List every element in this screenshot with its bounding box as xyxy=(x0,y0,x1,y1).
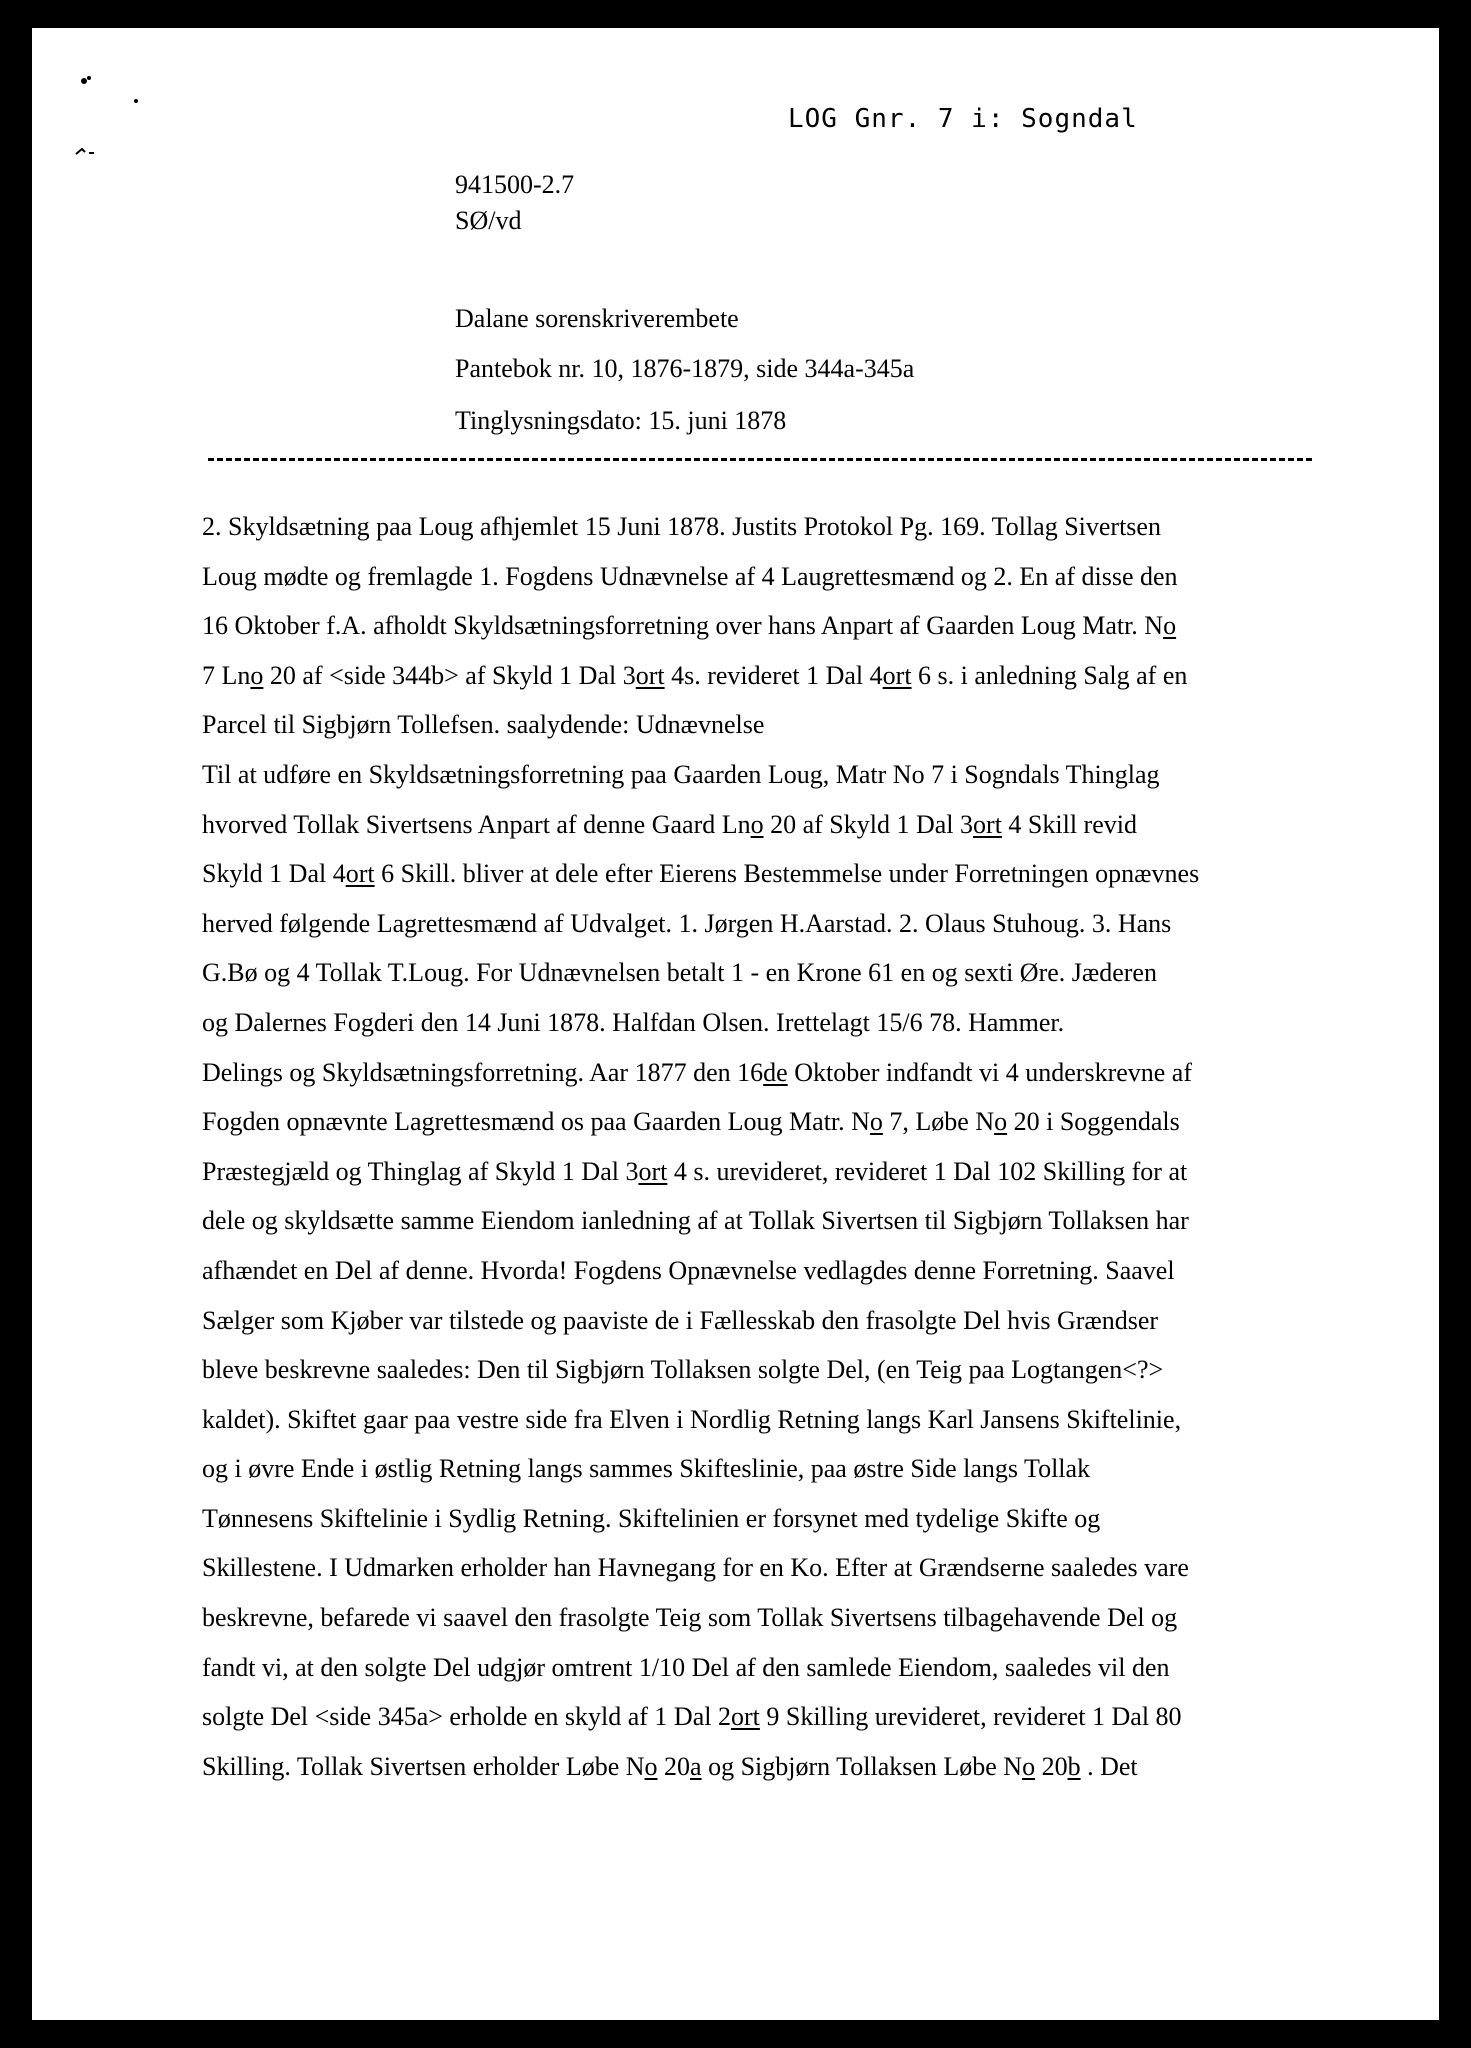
text-line: Tønnesens Skiftelinie i Sydlig Retning. Skiftelinien er forsynet med tydelige Skifte og xyxy=(202,1503,1101,1533)
text-line: beskrevne, befarede vi saavel den frasolgte Teig som Tollak Sivertsens tilbagehavende Del og xyxy=(202,1603,1178,1633)
registration-date: Tinglysningsdato: 15. juni 1878 xyxy=(455,406,787,435)
reference-number: 941500-2.7 xyxy=(455,170,575,199)
office-name: Dalane sorenskriverembete xyxy=(455,304,739,333)
text-line: bleve beskrevne saaledes: Den til Sigbjørn Tollaksen solgte Del, (en Teig paa Logtangen<?> xyxy=(202,1355,1164,1385)
dashed-divider xyxy=(208,458,1312,461)
text-line: Parcel til Sigbjørn Tollefsen. saalydende: Udnævnelse xyxy=(202,710,765,740)
archive-stamp: LOG Gnr. 7 i: Sogndal xyxy=(788,104,1138,134)
text-line: hvorved Tollak Sivertsens Anpart af denne Gaard Lno 20 af Skyld 1 Dal 3ort 4 Skill revid xyxy=(202,809,1137,839)
transcription-body xyxy=(202,502,1322,1791)
scan-specks xyxy=(32,28,1439,228)
text-line: Loug mødte og fremlagde 1. Fogdens Udnævnelse af 4 Laugrettesmænd og 2. En af disse den xyxy=(202,561,1178,591)
document-page xyxy=(32,28,1439,2020)
transcriber-initials: SØ/vd xyxy=(455,206,522,235)
text-line: G.Bø og 4 Tollak T.Loug. For Udnævnelsen betalt 1 - en Krone 61 en og sexti Øre. Jæderen xyxy=(202,958,1157,988)
text-line: og Dalernes Fogderi den 14 Juni 1878. Halfdan Olsen. Irettelagt 15/6 78. Hammer. xyxy=(202,1007,1065,1037)
book-reference: Pantebok nr. 10, 1876-1879, side 344a-345a xyxy=(455,354,915,383)
text-line: 7 Lno 20 af <side 344b> af Skyld 1 Dal 3ort 4s. revideret 1 Dal 4ort 6 s. i anledning Salg af en xyxy=(202,660,1188,690)
text-line: og i øvre Ende i østlig Retning langs sammes Skifteslinie, paa østre Side langs Tollak xyxy=(202,1454,1091,1484)
text-line: dele og skyldsætte samme Eiendom ianledning af at Tollak Sivertsen til Sigbjørn Tollaksen har xyxy=(202,1206,1189,1236)
text-line: herved følgende Lagrettesmænd af Udvalget. 1. Jørgen H.Aarstad. 2. Olaus Stuhoug. 3. Hans xyxy=(202,908,1172,938)
text-line: Skilling. Tollak Sivertsen erholder Løbe No 20a og Sigbjørn Tollaksen Løbe No 20b . Det xyxy=(202,1751,1138,1781)
text-line: Sælger som Kjøber var tilstede og paaviste de i Fællesskab den frasolgte Del hvis Grændser xyxy=(202,1305,1159,1335)
text-line: Delings og Skyldsætningsforretning. Aar 1877 den 16de Oktober indfandt vi 4 underskrevne af xyxy=(202,1057,1193,1087)
text-line: 2. Skyldsætning paa Loug afhjemlet 15 Juni 1878. Justits Protokol Pg. 169. Tollag Sivertsen xyxy=(202,512,1161,541)
text-line: Præstegjæld og Thinglag af Skyld 1 Dal 3ort 4 s. urevideret, revideret 1 Dal 102 Skilling for at xyxy=(202,1156,1188,1186)
text-line: solgte Del <side 345a> erholde en skyld af 1 Dal 2ort 9 Skilling urevideret, revideret 1 Dal 80 xyxy=(202,1702,1182,1732)
text-line: 16 Oktober f.A. afholdt Skyldsætningsforretning over hans Anpart af Gaarden Loug Matr. No xyxy=(202,611,1177,641)
text-line: kaldet). Skiftet gaar paa vestre side fra Elven i Nordlig Retning langs Karl Jansens Skiftelinie, xyxy=(202,1404,1182,1434)
text-line: fandt vi, at den solgte Del udgjør omtrent 1/10 Del af den samlede Eiendom, saaledes vil den xyxy=(202,1652,1170,1682)
text-line: afhændet en Del af denne. Hvorda! Fogdens Opnævnelse vedlagdes denne Forretning. Saavel xyxy=(202,1255,1175,1285)
text-line: Skyld 1 Dal 4ort 6 Skill. bliver at dele efter Eierens Bestemmelse under Forretningen opnævnes xyxy=(202,859,1200,889)
text-line: Skillestene. I Udmarken erholder han Havnegang for en Ko. Efter at Grændserne saaledes vare xyxy=(202,1553,1189,1583)
text-line: Fogden opnævnte Lagrettesmænd os paa Gaarden Loug Matr. No 7, Løbe No 20 i Soggendals xyxy=(202,1107,1180,1137)
text-line: Til at udføre en Skyldsætningsforretning paa Gaarden Loug, Matr No 7 i Sogndals Thinglag xyxy=(202,759,1160,789)
